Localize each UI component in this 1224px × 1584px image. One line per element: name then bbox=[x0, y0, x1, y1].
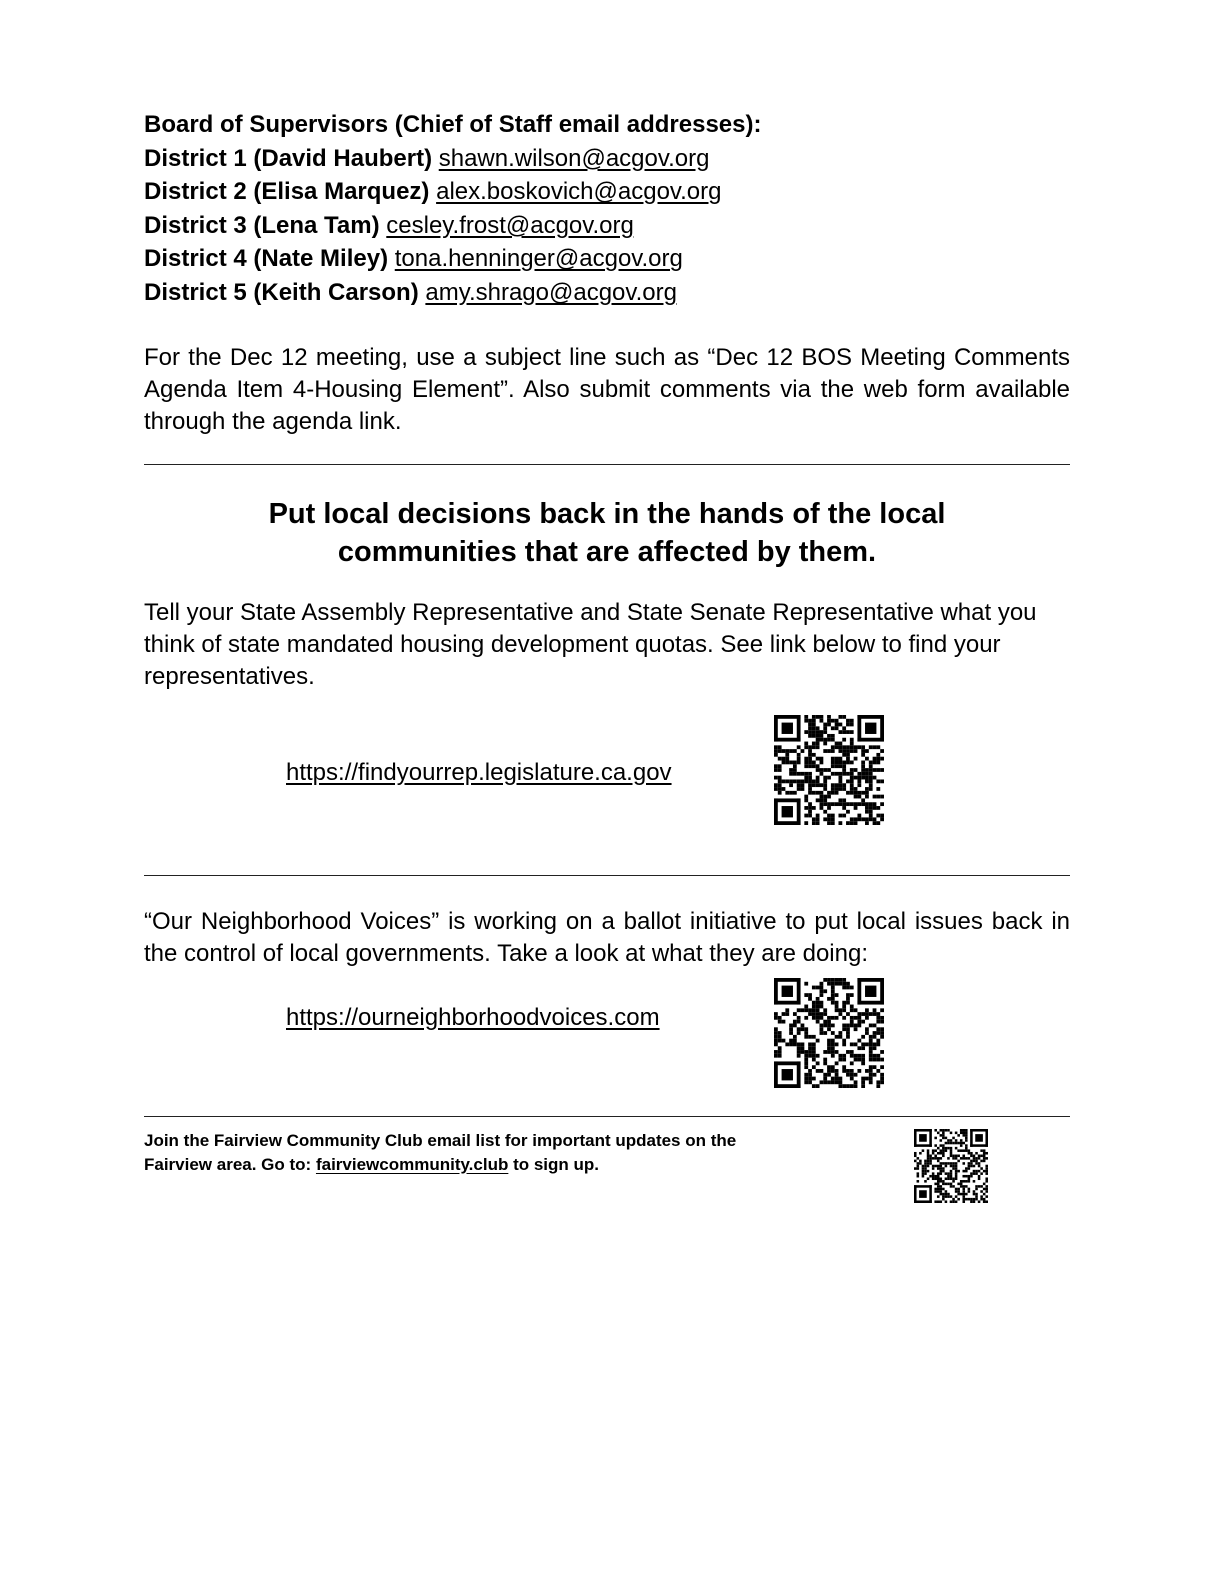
supervisors-block bbox=[144, 108, 1070, 310]
findyourrep-link[interactable]: https://findyourrep.legislature.ca.gov bbox=[286, 758, 672, 786]
qr-code-icon bbox=[774, 715, 884, 825]
district-label: District 5 (Keith Carson) bbox=[144, 278, 419, 306]
district-2-row bbox=[144, 175, 1070, 209]
fairview-link[interactable]: fairviewcommunity.club bbox=[315, 1154, 509, 1174]
section-headline bbox=[144, 495, 1070, 571]
divider bbox=[144, 1116, 1070, 1117]
district-5-row bbox=[144, 276, 1070, 310]
district-1-row bbox=[144, 142, 1070, 176]
meeting-note: For the Dec 12 meeting, use a subject line such as “Dec 12 BOS Meeting Comments Agenda Item 4-Housing Element”. Also submit comments via the web form available through the agenda link. bbox=[144, 343, 1070, 435]
district-label: District 3 (Lena Tam) bbox=[144, 211, 380, 239]
footer-line-1: Join the Fairview Community Club email list for important updates on the bbox=[144, 1130, 737, 1150]
district-email-link[interactable]: cesley.frost@acgov.org bbox=[386, 211, 634, 239]
district-email-link[interactable]: tona.henninger@acgov.org bbox=[394, 245, 683, 273]
footer bbox=[144, 1129, 1070, 1177]
district-email-link[interactable]: shawn.wilson@acgov.org bbox=[438, 144, 710, 172]
district-4-row bbox=[144, 242, 1070, 276]
document-page bbox=[144, 108, 1070, 1177]
district-label: District 1 (David Haubert) bbox=[144, 144, 433, 172]
district-label: District 4 (Nate Miley) bbox=[144, 245, 389, 273]
qr-code-icon bbox=[774, 978, 884, 1088]
footer-suffix: to sign up. bbox=[508, 1154, 600, 1174]
representative-paragraph: Tell your State Assembly Representative and State Senate Representative what you think of state mandated housing development quotas. See link below to find your representatives. bbox=[144, 598, 1037, 690]
headline-line-1: Put local decisions back in the hands of the local bbox=[268, 497, 946, 530]
divider bbox=[144, 875, 1070, 876]
voices-row bbox=[144, 978, 1070, 1088]
findyourrep-row bbox=[144, 715, 1070, 825]
qr-code-icon bbox=[914, 1129, 988, 1203]
headline-line-2: communities that are affected by them. bbox=[337, 535, 877, 568]
district-email-link[interactable]: alex.boskovich@acgov.org bbox=[436, 178, 722, 206]
district-label: District 2 (Elisa Marquez) bbox=[144, 178, 430, 206]
voices-paragraph: “Our Neighborhood Voices” is working on a ballot initiative to put local issues back in the control of local governments. Take a look at what they are doing: bbox=[144, 907, 1070, 967]
district-3-row bbox=[144, 209, 1070, 243]
district-email-link[interactable]: amy.shrago@acgov.org bbox=[425, 278, 677, 306]
supervisors-heading: Board of Supervisors (Chief of Staff email addresses): bbox=[144, 111, 762, 138]
footer-prefix: Fairview area. Go to: bbox=[144, 1154, 316, 1174]
divider bbox=[144, 464, 1070, 465]
voices-link[interactable]: https://ourneighborhoodvoices.com bbox=[286, 1003, 660, 1031]
